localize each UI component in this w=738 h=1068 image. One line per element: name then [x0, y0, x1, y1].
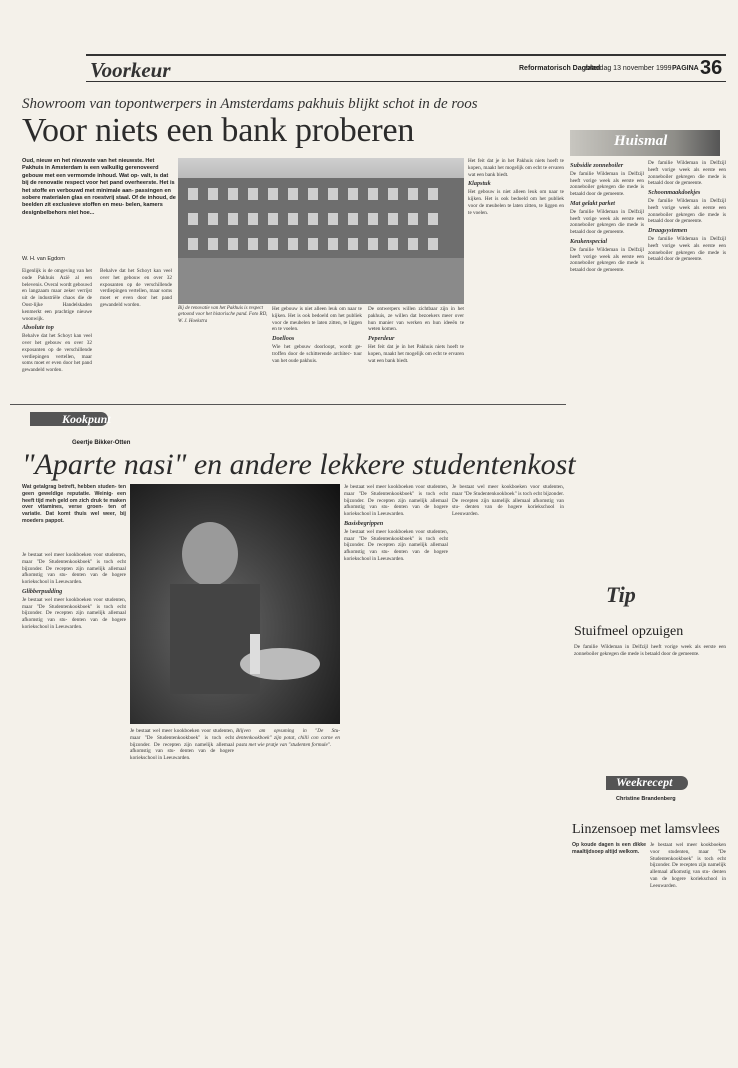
article-column-3 — [368, 306, 464, 402]
column-text: Je bestaat wel meer kookboeken voor studenten, maar "De Studentenkookboek" is toch echt bijzonder. De recepten zijn namelijk allemaal afkomstig van stu- denten van de hogere koriekschool in Leeuwarden. — [344, 484, 448, 518]
article-kicker: Showroom van topontwerpers in Amsterdams pakhuis blijkt schot in de roos — [22, 96, 478, 112]
column-text: De familie Wildeman in Delfzijl heeft vorige week als eerste een zonneboiler gekregen die mede is betaald door de gemeente. — [570, 246, 644, 274]
issue-date: zaterdag 13 november 1999 — [584, 65, 672, 72]
article-lead: Oud, nieuw en het nieuwste van het nieuwste. Het Pakhuis in Amsterdam is een valkuilig gerenoveerd gebouw met een vermomde inhoud. Wat op- valt, is dat bij de renovatie respect voor het pand overheerste. Het is het stoffe en verbouwd met minimale aan- passingen en sobere materialen glas en roestvrij staal. Of de inhoud, de beelden zit exclusieve stoffen en meu- belen, kamers designbelbehors niet hoe... — [22, 158, 176, 216]
subheading-keuken: Keukenspecial — [570, 237, 608, 245]
weekrecept-body: Je bestaat wel meer kookboeken voor studenten, maar "De Studentenkookboek" is toch echt bijzonder. De recepten zijn namelijk allemaal afkomstig van stu- denten van de hogere koriekschool in Leeuwarden. — [650, 842, 726, 889]
huismal-banner — [570, 130, 720, 156]
column-text: Behalve dat het Schoyt kan veel over het gebouw en over 32 exposanten op de verschillende verdiepingen vertellen, maar soms moet er even door het pand gewandeld worden. — [22, 333, 92, 374]
column-text: De familie Wildeman in Delfzijl heeft vorige week als eerste een zonneboiler gekregen die mede is betaald door de gemeente. — [648, 197, 726, 225]
tip-headline: Stuifmeel opzuigen — [574, 624, 684, 639]
column-text: Het feit dat je in het Pakhuis niets hoeft te kopen, maakt het mogelijk om echt te ervaren wat een bank biedt. — [468, 158, 564, 178]
tip-body: De familie Wildeman in Delfzijl heeft vorige week als eerste een zonneboiler gekregen die mede is betaald door de gemeente. — [574, 644, 726, 657]
article2-lead: Wat getalgrag betreft, hebben studen- ten geen geweldige reputatie. Weinig- een heeft tijd meh geld om zich druk te maken over vitamines, verse groen- ten of variatie. Dat komt thuis wel weer, bij moeders pappot. — [22, 484, 126, 524]
huismal-label: Huismal — [614, 133, 668, 149]
article2-column-4 — [452, 484, 564, 998]
student-cooking-illustration — [130, 484, 340, 724]
weekrecept-author: Christine Brandenberg — [616, 796, 676, 802]
kookpunt-author: Geertje Bikker-Otten — [72, 440, 131, 446]
photo-caption: Bij de renovatie van het Pakhuis is respect getoond voor het historische pand. Foto RD, W. J. Hoekstra — [178, 306, 268, 324]
column-text: De familie Wildeman in Delfzijl heeft vorige week als eerste een zonneboiler gekregen die mede is betaald door de gemeente. — [570, 170, 644, 198]
subheading-basis: Basisbegrippen — [344, 519, 384, 527]
article-byline: W. H. van Egdom — [22, 256, 65, 262]
section-divider — [10, 404, 566, 405]
column-text: De familie Wildeman in Delfzijl heeft vorige week als eerste een zonneboiler gekregen die mede is betaald door de gemeente. — [648, 160, 726, 187]
huismal-column-1 — [570, 160, 644, 570]
pakhuis-photo — [178, 158, 464, 304]
weekrecept-banner — [576, 770, 726, 804]
subheading-klapstuk: Klapstuk — [468, 180, 491, 188]
page-number: 36 — [700, 57, 723, 79]
warehouse-illustration — [178, 158, 464, 304]
weekrecept-label: Weekrecept — [616, 775, 673, 789]
subheading-parket: Mat gelakt parket — [570, 199, 616, 207]
subheading-draagsystemen: Draagsystemen — [648, 227, 688, 235]
column-text: Eigenlijk is de omgeving van het oude Pakhuis Azië al een belevenis. Overal wordt gebouwd en langzaam maar zeker verrijst uit de industriële chaos die de Oost-lijke Handelskaden kenmerkt een prachtige nieuwe woonwijk. — [22, 268, 92, 322]
subheading-glibber: Glibberpudding — [22, 587, 63, 595]
subheading-schoonmaak: Schoonmaakdoekjes — [648, 189, 701, 197]
tip-banner — [576, 580, 726, 620]
subheading-doelloos: Doelloos — [272, 335, 295, 343]
article2-column-2 — [130, 728, 234, 998]
article-column-4 — [468, 158, 564, 402]
article2-column-1 — [22, 552, 126, 1002]
weekrecept-headline: Linzensoep met lamsvlees — [572, 822, 720, 837]
article-column-1b — [100, 268, 172, 398]
column-text: Het feit dat je in het Pakhuis niets hoeft te kopen, maakt het mogelijk om echt te ervaren wat een bank biedt. — [368, 343, 464, 364]
article-column-2 — [272, 306, 362, 402]
weekrecept-lead: Op koude dagen is een dikke maaltijdsoep altijd welkom. — [572, 842, 646, 855]
kookpunt-label: Kookpunt — [62, 412, 111, 426]
column-text: Je bestaat wel meer kookboeken voor studenten, maar "De Studentenkookboek" is toch echt bijzonder. De recepten zijn namelijk allemaal afkomstig van stu- denten van de hogere koriekschool in Leeuwarden. — [452, 484, 564, 518]
article2-headline: "Aparte nasi" en andere lekkere studentenkost — [22, 448, 576, 481]
column-text: Wie het gebouw doorloopt, wordt ge- troffen door de schitterende architec- tuur van het oude pakhuis. — [272, 343, 362, 364]
subheading-subsidie: Subsidie zonneboiler — [570, 162, 624, 169]
article2-caption: Blijven am opvuming in "De Stu- dentenkookboek" zijn potat, chilli con carne en pasta met wie pratje van "studenten formule". — [236, 728, 340, 748]
column-text: Het gebouw is niet alleen leuk om naar te kijken. Het is ook bedoeld om het publiek voor de meubelen te laten zitten, te liggen en te voelen. — [272, 306, 362, 333]
column-text: De familie Wildeman in Delfzijl heeft vorige week als eerste een zonneboiler gekregen die mede is betaald door de gemeente. — [570, 208, 644, 236]
article-headline: Voor niets een bank proberen — [22, 112, 415, 149]
kookpunt-banner — [10, 410, 410, 446]
column-text: Je bestaat wel meer kookboeken voor studenten, maar "De Studentenkookboek" is toch echt bijzonder. De recepten zijn namelijk allemaal afkomstig van stu- denten van de hogere koriekschool in Leeuwarden. — [130, 728, 234, 762]
column-text: Je bestaat wel meer kookboeken voor studenten, maar "De Studentenkookboek" is toch echt bijzonder. De recepten zijn namelijk allemaal afkomstig van stu- denten van de hogere koriekschool in Leeuwarden. — [22, 596, 126, 630]
page-label: PAGINA — [672, 65, 699, 72]
section-title: Voorkeur — [90, 58, 171, 82]
subheading-peperdeur: Peperdeur — [368, 335, 395, 343]
column-text: De ontwerpers willen zichtbaar zijn in het pakhuis, ze willen dat bezoekers meer over hun manier van werken en hun ideeën te weten komen. — [368, 306, 464, 333]
column-text: Behalve dat het Schoyt kan veel over het gebouw en over 32 exposanten op de verschillende verdiepingen vertellen, maar soms moet er even door het pand gewandeld worden. — [100, 268, 172, 308]
column-text: De familie Wildeman in Delfzijl heeft vorige week als eerste een zonneboiler gekregen die mede is betaald door de gemeente. — [648, 235, 726, 263]
article2-column-3 — [344, 484, 448, 998]
masthead — [86, 54, 726, 82]
huismal-column-2 — [648, 160, 726, 570]
paper-name: Reformatorisch Dagblad — [519, 65, 601, 72]
column-text: Het gebouw is niet alleen leuk om naar te kijken. Het is ook bedoeld om het publiek voor de meubelen te laten zitten, te liggen en te voelen. — [468, 189, 564, 216]
subheading-absolute-top: Absolute top — [22, 324, 54, 332]
tip-label: Tip — [606, 582, 636, 607]
column-text: Je bestaat wel meer kookboeken voor studenten, maar "De Studentenkookboek" is toch echt bijzonder. De recepten zijn namelijk allemaal afkomstig van stu- denten van de hogere koriekschool in Leeuwarden. — [22, 552, 126, 586]
column-text: Je bestaat wel meer kookboeken voor studenten, maar "De Studentenkookboek" is toch echt bijzonder. De recepten zijn namelijk allemaal afkomstig van stu- denten van de hogere koriekschool in Leeuwarden. — [344, 528, 448, 562]
student-photo — [130, 484, 340, 724]
article-column-1 — [22, 268, 92, 398]
